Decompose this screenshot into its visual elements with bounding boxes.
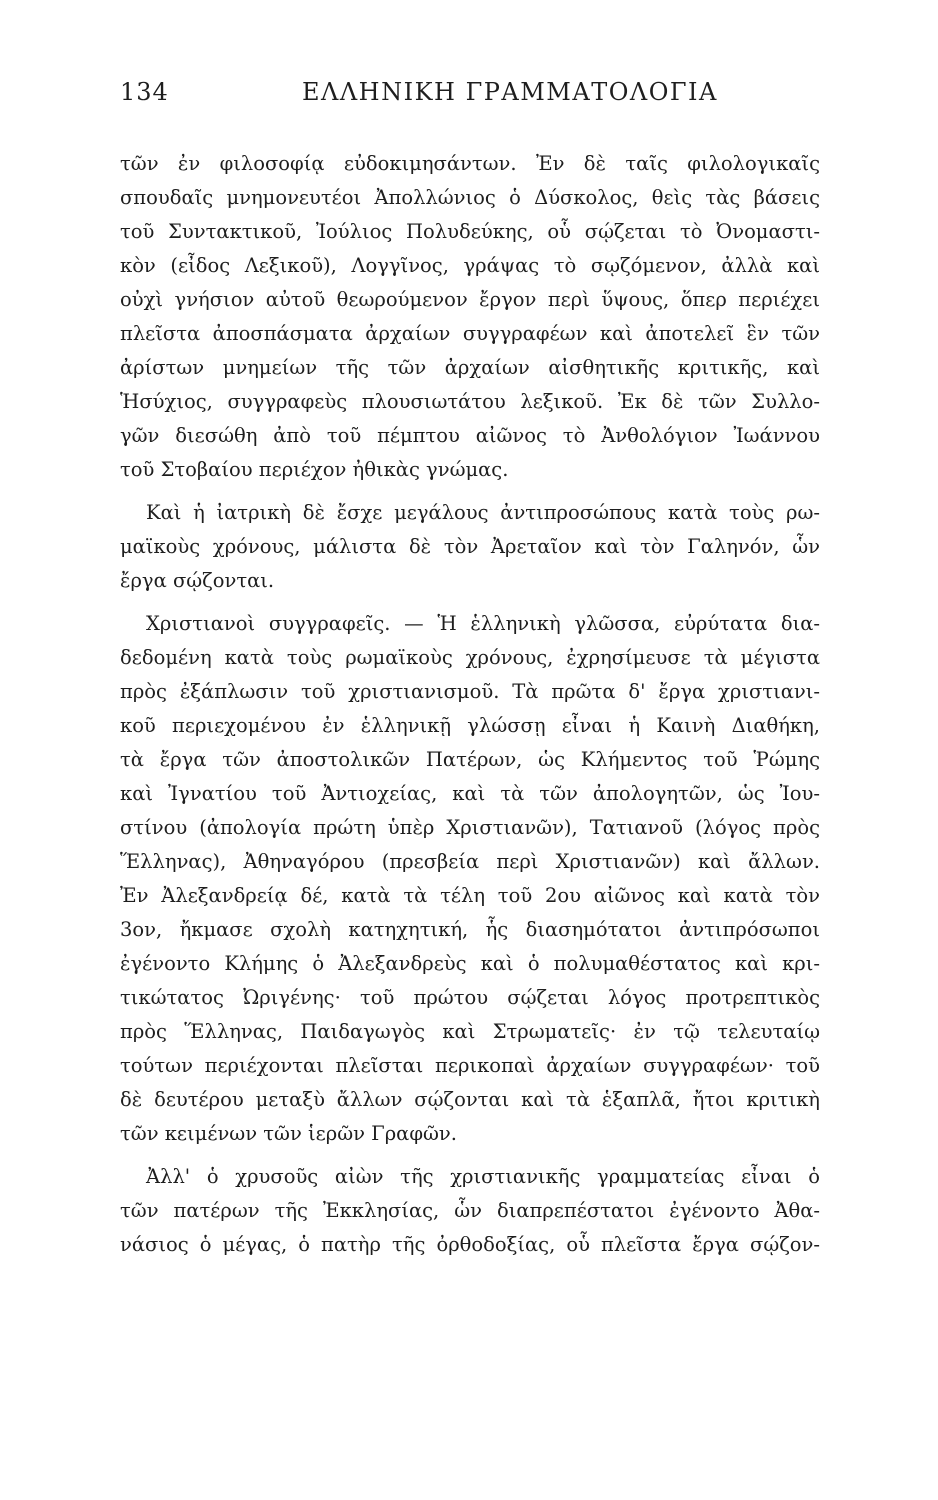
text-line: κὸν (εἶδος Λεξικοῦ), Λογγῖνος, γράψας τὸ σῳζόμενον, ἀλλὰ καὶ (120, 254, 820, 277)
page-number: 134 (120, 78, 169, 106)
text-line: σπουδαῖς μνημονευτέοι Ἀπολλώνιος ὁ Δύσκολος, θεὶς τὰς βάσεις (120, 186, 820, 209)
text-line: πρὸς Ἕλληνας, Παιδαγωγὸς καὶ Στρωματεῖς· ἐν τῷ τελευταίῳ (120, 1020, 820, 1043)
text-line: Ἡσύχιος, συγγραφεὺς πλουσιωτάτου λεξικοῦ. Ἐκ δὲ τῶν Συλλο- (120, 390, 820, 413)
paragraph (120, 1160, 820, 1262)
text-line: τῶν κειμένων τῶν ἱερῶν Γραφῶν. (120, 1122, 457, 1145)
text-line: τικώτατος Ὠριγένης· τοῦ πρώτου σῴζεται λόγος προτρεπτικὸς (120, 986, 820, 1009)
text-line: δὲ δευτέρου μεταξὺ ἄλλων σῴζονται καὶ τὰ ἑξαπλᾶ, ἤτοι κριτικὴ (120, 1088, 820, 1111)
paragraph (120, 607, 820, 1151)
text-line: μαϊκοὺς χρόνους, μάλιστα δὲ τὸν Ἀρεταῖον καὶ τὸν Γαληνόν, ὧν (120, 535, 820, 558)
text-line: δεδομένη κατὰ τοὺς ρωμαϊκοὺς χρόνους, ἐχρησίμευσε τὰ μέγιστα (120, 646, 820, 669)
text-line: τούτων περιέχονται πλεῖσται περικοπαὶ ἀρχαίων συγγραφέων· τοῦ (120, 1054, 820, 1077)
paragraph (120, 496, 820, 598)
text-line: ἀρίστων μνημείων τῆς τῶν ἀρχαίων αἰσθητικῆς κριτικῆς, καὶ (120, 356, 820, 379)
text-line: Ἀλλ' ὁ χρυσοῦς αἰὼν τῆς χριστιανικῆς γραμματείας εἶναι ὁ (146, 1165, 820, 1188)
text-line: πλεῖστα ἀποσπάσματα ἀρχαίων συγγραφέων καὶ ἀποτελεῖ ἓν τῶν (120, 322, 820, 345)
text-line: Ἐν Ἀλεξανδρείᾳ δέ, κατὰ τὰ τέλη τοῦ 2ου αἰῶνος καὶ κατὰ τὸν (120, 884, 820, 907)
text-line: τοῦ Συντακτικοῦ, Ἰούλιος Πολυδεύκης, οὗ σῴζεται τὸ Ὀνομαστι- (120, 220, 820, 243)
text-line: τῶν πατέρων τῆς Ἐκκλησίας, ὧν διαπρεπέστατοι ἐγένοντο Ἀθα- (120, 1199, 820, 1222)
text-line: πρὸς ἐξάπλωσιν τοῦ χριστιανισμοῦ. Τὰ πρῶτα δ' ἔργα χριστιανι- (120, 680, 820, 703)
text-line: τὰ ἔργα τῶν ἀποστολικῶν Πατέρων, ὡς Κλήμεντος τοῦ Ῥώμης (120, 748, 820, 771)
text-line: στίνου (ἀπολογία πρώτη ὑπὲρ Χριστιανῶν), Τατιανοῦ (λόγος πρὸς (120, 816, 820, 839)
text-line: Ἕλληνας), Ἀθηναγόρου (πρεσβεία περὶ Χριστιανῶν) καὶ ἄλλων. (120, 850, 820, 873)
paragraph (120, 147, 820, 487)
text-line: νάσιος ὁ μέγας, ὁ πατὴρ τῆς ὀρθοδοξίας, οὗ πλεῖστα ἔργα σῴζον- (120, 1233, 820, 1256)
text-line: 3ον, ἤκμασε σχολὴ κατηχητική, ἧς διασημότατοι ἀντιπρόσωποι (120, 918, 820, 941)
text-line: γῶν διεσώθη ἀπὸ τοῦ πέμπτου αἰῶνος τὸ Ἀνθολόγιον Ἰωάννου (120, 424, 820, 447)
text-line: Χριστιανοὶ συγγραφεῖς. — Ἡ ἑλληνικὴ γλῶσσα, εὐρύτατα δια- (146, 612, 820, 635)
text-line: κοῦ περιεχομένου ἐν ἑλληνικῇ γλώσσῃ εἶναι ἡ Καινὴ Διαθήκη, (120, 714, 820, 737)
page-header (120, 78, 820, 114)
text-line: τοῦ Στοβαίου περιέχον ἠθικὰς γνώμας. (120, 458, 509, 481)
text-line: Καὶ ἡ ἰατρικὴ δὲ ἔσχε μεγάλους ἀντιπροσώπους κατὰ τοὺς ρω- (146, 501, 820, 524)
text-line: τῶν ἐν φιλοσοφίᾳ εὐδοκιμησάντων. Ἐν δὲ ταῖς φιλολογικαῖς (120, 152, 820, 175)
text-line: καὶ Ἰγνατίου τοῦ Ἀντιοχείας, καὶ τὰ τῶν ἀπολογητῶν, ὡς Ἰου- (120, 782, 820, 805)
running-title: ΕΛΛΗΝΙΚΗ ΓΡΑΜΜΑΤΟΛΟΓΙΑ (302, 78, 718, 106)
text-line: οὐχὶ γνήσιον αὐτοῦ θεωρούμενον ἔργον περὶ ὕψους, ὅπερ περιέχει (120, 288, 820, 311)
body-text (120, 147, 820, 1262)
text-line: ἐγένοντο Κλήμης ὁ Ἀλεξανδρεὺς καὶ ὁ πολυμαθέστατος καὶ κρι- (120, 952, 820, 975)
text-line: ἔργα σῴζονται. (120, 569, 275, 592)
